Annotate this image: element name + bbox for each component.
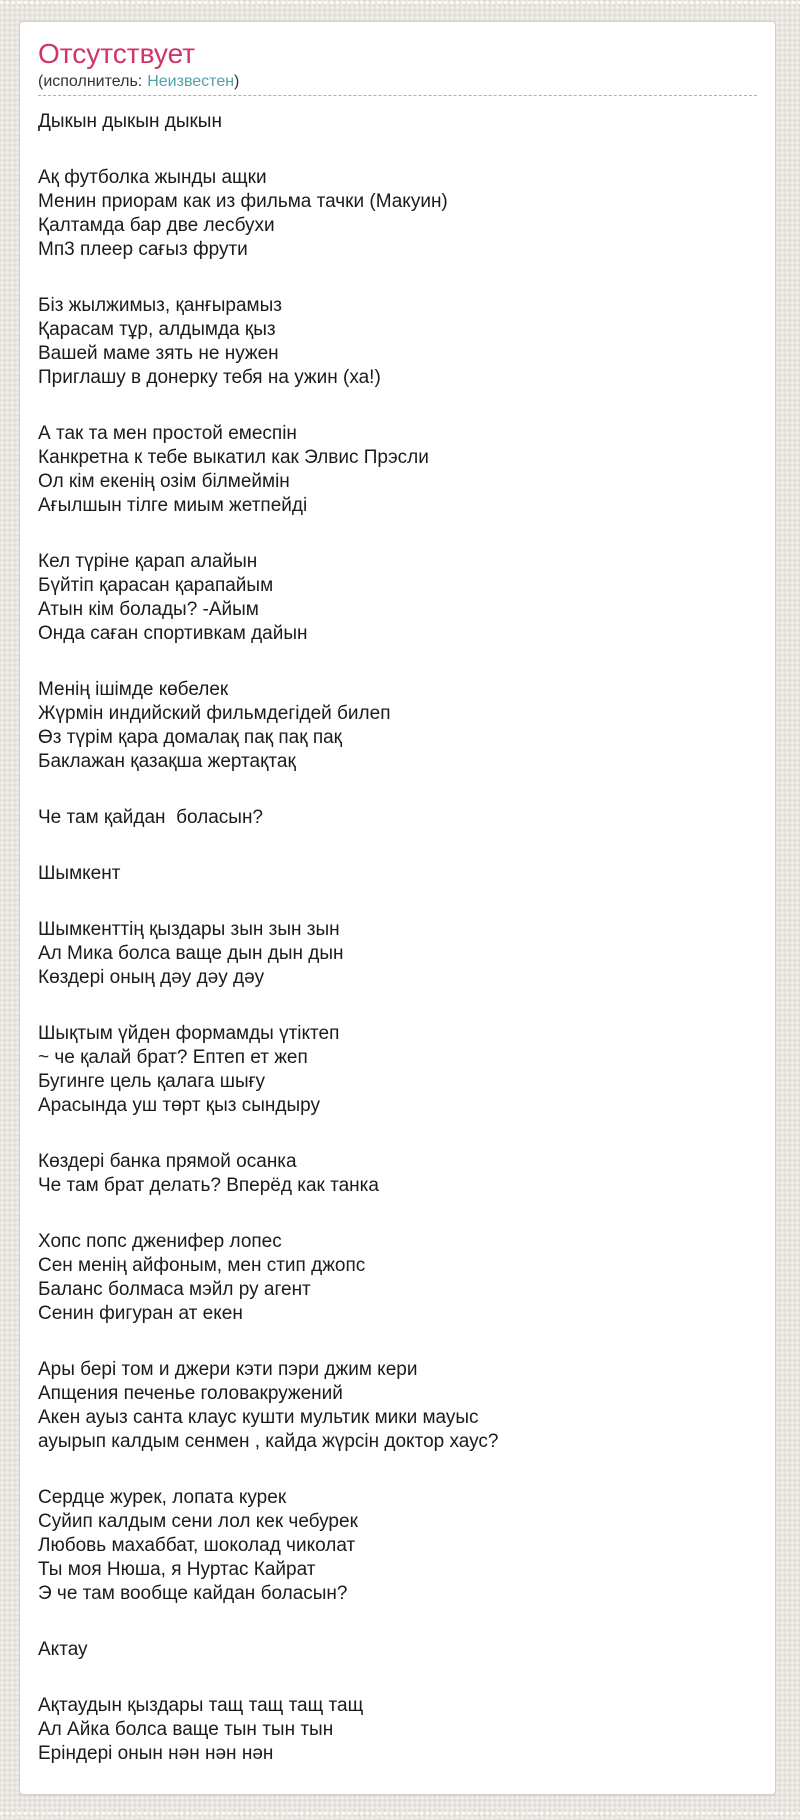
lyric-line: Хопс попс дженифер лопес (38, 1231, 282, 1252)
lyric-line: Сен менің айфоным, мен стип джопс (38, 1255, 366, 1276)
artist-line (38, 72, 757, 92)
stanza (38, 422, 757, 518)
lyric-line: Ақтаудын қыздары тащ тащ тащ тащ (38, 1695, 364, 1716)
lyric-line: Апщения печенье головакружений (38, 1383, 343, 1404)
lyric-line: ауырып калдым сенмен , кайда жүрсін доктор хаус? (38, 1431, 499, 1452)
lyric-line: Көздері банка прямой осанка (38, 1151, 297, 1172)
stanza (38, 862, 757, 886)
lyric-line: Атын кім болады? -Айым (38, 599, 259, 620)
lyric-line: Біз жылжимыз, қанғырамыз (38, 295, 282, 316)
lyric-line: Канкретна к тебе выкатил как Элвис Прэсли (38, 447, 429, 468)
lyric-line: Арасында уш төрт қыз сындыру (38, 1095, 321, 1116)
lyric-line: А так та мен простой емеспін (38, 423, 297, 444)
stanza (38, 1486, 757, 1606)
stanza (38, 1638, 757, 1662)
stanza (38, 1358, 757, 1454)
lyric-line: Еріндері онын нән нән нән (38, 1743, 274, 1764)
stanza (38, 1150, 757, 1198)
lyric-line: Көздері оның дәу дәу дәу (38, 967, 265, 988)
lyric-line: Дыкын дыкын дыкын (38, 111, 222, 132)
lyric-line: Че там брат делать? Вперёд как танка (38, 1175, 379, 1196)
lyric-line: Э че там вообще кайдан боласын? (38, 1583, 348, 1604)
lyric-line: Өз түрім қара домалақ пақ пақ пақ (38, 727, 342, 748)
lyric-line: Баланс болмаса мэйл ру агент (38, 1279, 311, 1300)
lyric-line: Ақ футболка жынды ащки (38, 167, 267, 188)
lyric-line: ~ че қалай брат? Ептеп ет жеп (38, 1047, 308, 1068)
lyric-line: Ал Мика болса ваще дын дын дын (38, 943, 344, 964)
lyric-line: Баклажан қазақша жертақтақ (38, 751, 296, 772)
lyric-line: Суйип калдым сени лол кек чебурек (38, 1511, 358, 1532)
lyric-line: Акен ауыз санта клаус кушти мультик мики мауыс (38, 1407, 479, 1428)
lyric-line: Вашей маме зять не нужен (38, 343, 279, 364)
artist-link[interactable]: Неизвестен (147, 73, 235, 90)
stanza (38, 806, 757, 830)
lyric-line: Ол кім екенің озім білмеймін (38, 471, 290, 492)
lyric-line: Шымкент (38, 863, 121, 884)
lyric-line: Шымкенттің қыздары зын зын зын (38, 919, 340, 940)
stanza (38, 294, 757, 390)
artist-label: (исполнитель: (38, 73, 143, 90)
lyric-line: Ал Айка болса ваще тын тын тын (38, 1719, 334, 1740)
lyric-line: Менің ішімде көбелек (38, 679, 229, 700)
lyric-line: Бугинге цель қалага шығу (38, 1071, 266, 1092)
stanza (38, 166, 757, 262)
lyrics-card (19, 21, 776, 1795)
lyric-line: Ты моя Нюша, я Нуртас Кайрат (38, 1559, 316, 1580)
stanza (38, 1230, 757, 1326)
lyric-line: Мп3 плеер сағыз фрути (38, 239, 248, 260)
lyric-line: Актау (38, 1639, 88, 1660)
stanza (38, 1694, 757, 1766)
lyric-line: Шықтым үйден формамды үтіктеп (38, 1023, 340, 1044)
stanza (38, 550, 757, 646)
lyric-line: Жүрмін индийский фильмдегідей билеп (38, 703, 391, 724)
artist-suffix: ) (234, 73, 240, 90)
lyric-line: Ары бері том и джери кэти пэри джим кери (38, 1359, 418, 1380)
lyric-line: Онда саған спортивкам дайын (38, 623, 308, 644)
lyric-line: Ағылшын тілге миым жетпейді (38, 495, 308, 516)
lyric-line: Қалтамда бар две лесбухи (38, 215, 275, 236)
stanza (38, 918, 757, 990)
lyric-line: Бүйтіп қарасан қарапайым (38, 575, 274, 596)
lyric-line: Че там қайдан боласын? (38, 807, 264, 828)
lyric-line: Сердце журек, лопата курек (38, 1487, 287, 1508)
lyric-line: Сенин фигуран ат екен (38, 1303, 243, 1324)
song-title: Отсутствует (38, 38, 196, 69)
stanza (38, 1022, 757, 1118)
stanza (38, 678, 757, 774)
lyric-line: Кел түріне қарап алайын (38, 551, 258, 572)
lyric-line: Менин приорам как из фильма тачки (Макуин) (38, 191, 448, 212)
lyrics-text (38, 110, 757, 1766)
lyric-line: Приглашу в донерку тебя на ужин (ха!) (38, 367, 381, 388)
stanza (38, 110, 757, 134)
dashed-divider (38, 95, 757, 96)
lyric-line: Қарасам тұр, алдымда қыз (38, 319, 276, 340)
lyric-line: Любовь махаббат, шоколад чиколат (38, 1535, 356, 1556)
